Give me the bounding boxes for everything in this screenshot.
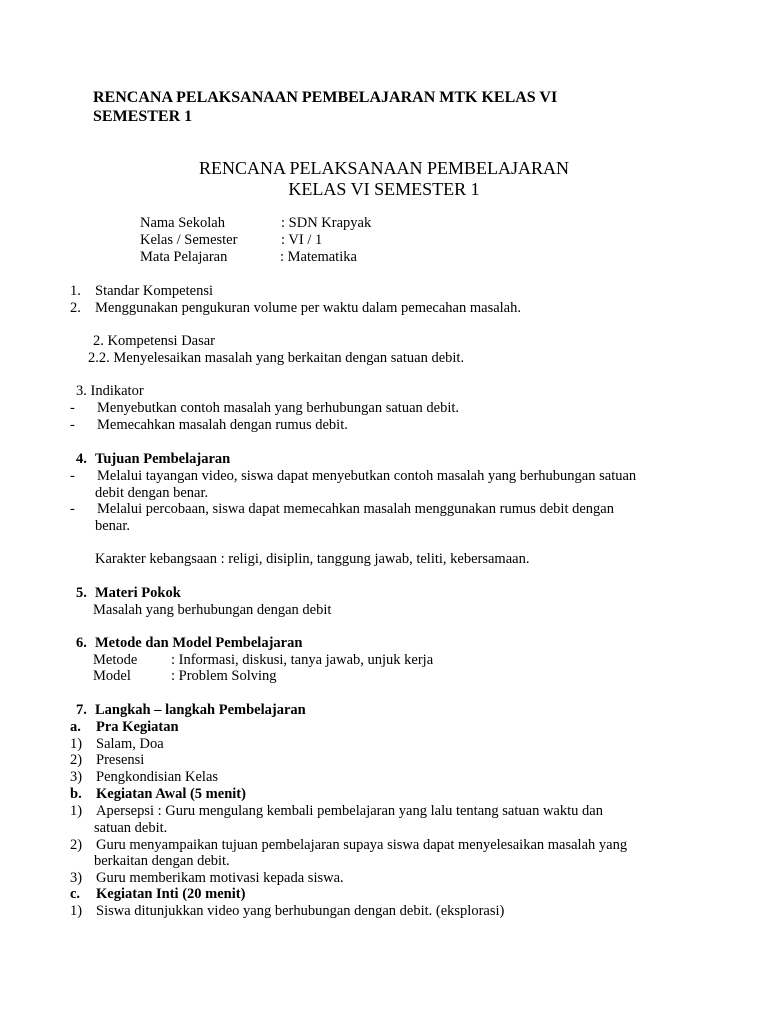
langkah-heading: Langkah – langkah Pembelajaran [95,702,306,718]
identity-value-school: : SDN Krapyak [281,215,372,231]
tujuan-item-1-line2: debit dengan benar. [95,485,209,501]
doc-title-line2: KELAS VI SEMESTER 1 [288,179,480,199]
kegiatan-awal-marker: b. [70,786,82,802]
bullet-dash: - [70,417,75,433]
kegiatan-awal-item-1-line1: Apersepsi : Guru mengulang kembali pembelajaran yang lalu tentang satuan waktu dan [96,803,603,819]
list-number: 3) [70,870,83,886]
identity-value-class: : VI / 1 [281,232,323,248]
identity-label-school: Nama Sekolah [140,215,225,231]
materi-number: 5. [76,585,87,601]
bullet-dash: - [70,468,75,484]
pra-kegiatan-marker: a. [70,719,81,735]
pra-kegiatan-heading: Pra Kegiatan [96,719,179,735]
model-label: Model [93,668,131,684]
tujuan-number: 4. [76,451,87,467]
sk-text: Menggunakan pengukuran volume per waktu dalam pemecahan masalah. [95,300,521,316]
pra-kegiatan-item-1: Salam, Doa [96,736,164,752]
list-number: 2) [70,752,83,768]
indikator-item-2: Memecahkan masalah dengan rumus debit. [97,417,348,433]
pra-kegiatan-item-2: Presensi [96,752,145,768]
identity-value-subject: : Matematika [280,249,357,265]
tujuan-heading: Tujuan Pembelajaran [95,451,231,467]
kegiatan-inti-item-1: Siswa ditunjukkan video yang berhubungan dengan debit. (eksplorasi) [96,903,505,919]
indikator-item-1: Menyebutkan contoh masalah yang berhubungan satuan debit. [97,400,459,416]
kd-item: 2.2. Menyelesaikan masalah yang berkaitan dengan satuan debit. [88,350,465,366]
pra-kegiatan-item-3: Pengkondisian Kelas [96,769,219,785]
kegiatan-awal-item-2-line2: berkaitan dengan debit. [94,853,230,869]
materi-heading: Materi Pokok [95,585,181,601]
doc-header-line2: SEMESTER 1 [93,108,193,125]
doc-title-line1: RENCANA PELAKSANAAN PEMBELAJARAN [198,158,570,178]
indikator-heading: 3. Indikator [76,383,144,399]
kegiatan-awal-item-2-line1: Guru menyampaikan tujuan pembelajaran supaya siswa dapat menyelesaikan masalah yang [96,837,628,853]
metode-value: : Informasi, diskusi, tanya jawab, unjuk kerja [171,652,434,668]
metode-heading: Metode dan Model Pembelajaran [95,635,303,651]
sk-heading: Standar Kompetensi [95,283,213,299]
kegiatan-awal-heading: Kegiatan Awal (5 menit) [96,786,246,802]
langkah-number: 7. [76,702,87,718]
doc-header-line1: RENCANA PELAKSANAAN PEMBELAJARAN MTK KELAS VI [93,89,558,106]
sk-number-1: 1. [70,283,81,299]
list-number: 3) [70,769,83,785]
tujuan-item-1-line1: Melalui tayangan video, siswa dapat menyebutkan contoh masalah yang berhubungan satuan [97,468,637,484]
list-number: 1) [70,903,83,919]
materi-text: Masalah yang berhubungan dengan debit [93,602,332,618]
list-number: 1) [70,736,83,752]
bullet-dash: - [70,400,75,416]
kegiatan-awal-item-1-line2: satuan debit. [94,820,168,836]
kegiatan-inti-marker: c. [70,886,81,902]
list-number: 1) [70,803,83,819]
model-value: : Problem Solving [171,668,277,684]
tujuan-item-2-line2: benar. [95,518,131,534]
sk-number-2: 2. [70,300,81,316]
identity-label-subject: Mata Pelajaran [140,249,228,265]
kd-heading: 2. Kompetensi Dasar [93,333,216,349]
metode-number: 6. [76,635,87,651]
tujuan-item-2-line1: Melalui percobaan, siswa dapat memecahkan masalah menggunakan rumus debit dengan [97,501,614,517]
kegiatan-awal-item-3: Guru memberikam motivasi kepada siswa. [96,870,344,886]
identity-label-class: Kelas / Semester [140,232,238,248]
karakter-text: Karakter kebangsaan : religi, disiplin, tanggung jawab, teliti, kebersamaan. [95,551,530,567]
list-number: 2) [70,837,83,853]
metode-label: Metode [93,652,138,668]
bullet-dash: - [70,501,75,517]
kegiatan-inti-heading: Kegiatan Inti (20 menit) [96,886,246,902]
